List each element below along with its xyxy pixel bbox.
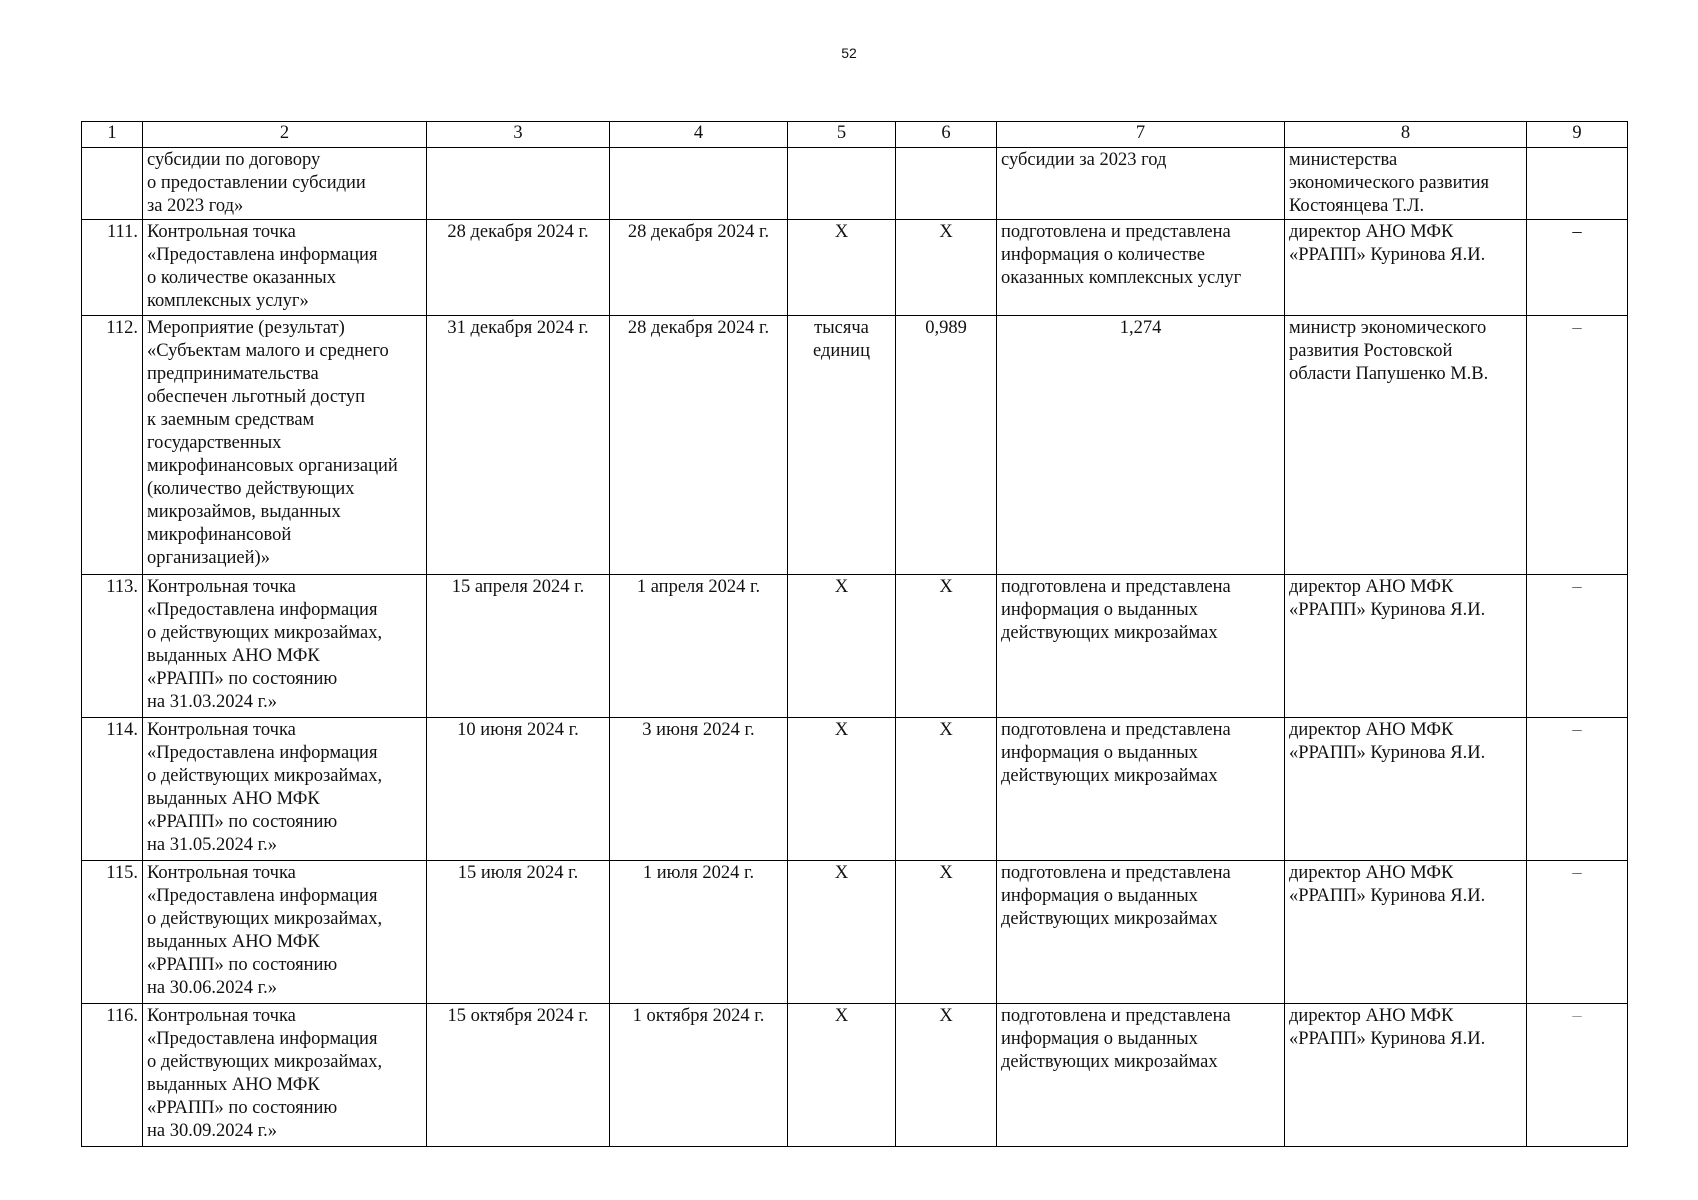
row-value-plan: Х <box>896 220 997 316</box>
row-number: 115. <box>82 861 143 1004</box>
table-row <box>82 1004 1628 1147</box>
row-note: – <box>1527 718 1628 861</box>
row-name: Контрольная точка «Предоставлена информация о действующих микрозаймах, выданных АНО МФК «РРАПП» по состоянию на 30.06.2024 г.» <box>143 861 427 1004</box>
table-row <box>82 220 1628 316</box>
row-number: 113. <box>82 575 143 718</box>
row-unit: Х <box>788 861 896 1004</box>
row-number: 111. <box>82 220 143 316</box>
column-header: 6 <box>896 122 997 148</box>
row-value-plan: Х <box>896 861 997 1004</box>
row-name: Мероприятие (результат) «Субъектам малого и среднего предпринимательства обеспечен льготный доступ к заемным средствам государственных микрофинансовых организаций (количество действующих микрозаймов, выданных микрофинансовой организацией)» <box>143 316 427 575</box>
row-unit: Х <box>788 575 896 718</box>
row-result: подготовлена и представлена информация о количестве оказанных комплексных услуг <box>997 220 1285 316</box>
row-responsible: министр экономического развития Ростовской области Папушенко М.В. <box>1285 316 1527 575</box>
column-header: 9 <box>1527 122 1628 148</box>
row-note <box>1527 148 1628 220</box>
row-result: субсидии за 2023 год <box>997 148 1285 220</box>
table-row <box>82 718 1628 861</box>
row-date-plan: 15 апреля 2024 г. <box>427 575 610 718</box>
row-unit: Х <box>788 718 896 861</box>
row-responsible: министерства экономического развития Костоянцева Т.Л. <box>1285 148 1527 220</box>
row-name: Контрольная точка «Предоставлена информация о действующих микрозаймах, выданных АНО МФК «РРАПП» по состоянию на 31.05.2024 г.» <box>143 718 427 861</box>
row-date-plan: 28 декабря 2024 г. <box>427 220 610 316</box>
page-number: 52 <box>841 45 857 61</box>
table-row <box>82 575 1628 718</box>
row-name: Контрольная точка «Предоставлена информация о действующих микрозаймах, выданных АНО МФК «РРАПП» по состоянию на 30.09.2024 г.» <box>143 1004 427 1147</box>
row-unit: тысяча единиц <box>788 316 896 575</box>
row-unit: Х <box>788 1004 896 1147</box>
row-value-plan: 0,989 <box>896 316 997 575</box>
row-date-fact: 1 октября 2024 г. <box>610 1004 788 1147</box>
row-date-fact: 28 декабря 2024 г. <box>610 220 788 316</box>
row-responsible: директор АНО МФК «РРАПП» Куринова Я.И. <box>1285 575 1527 718</box>
row-result: подготовлена и представлена информация о выданных действующих микрозаймах <box>997 1004 1285 1147</box>
row-note: – <box>1527 861 1628 1004</box>
row-value-plan: Х <box>896 1004 997 1147</box>
row-note: – <box>1527 220 1628 316</box>
row-responsible: директор АНО МФК «РРАПП» Куринова Я.И. <box>1285 718 1527 861</box>
column-header: 8 <box>1285 122 1527 148</box>
row-unit: Х <box>788 220 896 316</box>
row-note: – <box>1527 575 1628 718</box>
row-note: – <box>1527 1004 1628 1147</box>
column-header: 3 <box>427 122 610 148</box>
row-responsible: директор АНО МФК «РРАПП» Куринова Я.И. <box>1285 1004 1527 1147</box>
row-result: подготовлена и представлена информация о выданных действующих микрозаймах <box>997 575 1285 718</box>
row-responsible: директор АНО МФК «РРАПП» Куринова Я.И. <box>1285 861 1527 1004</box>
row-result: 1,274 <box>997 316 1285 575</box>
control-points-table <box>81 121 1628 1147</box>
table-row <box>82 148 1628 220</box>
row-number: 112. <box>82 316 143 575</box>
row-number: 114. <box>82 718 143 861</box>
row-value-plan: Х <box>896 575 997 718</box>
column-header: 1 <box>82 122 143 148</box>
row-date-fact <box>610 148 788 220</box>
row-date-plan: 15 октября 2024 г. <box>427 1004 610 1147</box>
row-date-fact: 3 июня 2024 г. <box>610 718 788 861</box>
column-header: 7 <box>997 122 1285 148</box>
row-note: – <box>1527 316 1628 575</box>
row-value-plan <box>896 148 997 220</box>
row-name: субсидии по договору о предоставлении субсидии за 2023 год» <box>143 148 427 220</box>
row-responsible: директор АНО МФК «РРАПП» Куринова Я.И. <box>1285 220 1527 316</box>
row-result: подготовлена и представлена информация о выданных действующих микрозаймах <box>997 861 1285 1004</box>
column-header: 2 <box>143 122 427 148</box>
row-date-plan: 10 июня 2024 г. <box>427 718 610 861</box>
row-number <box>82 148 143 220</box>
row-date-fact: 1 апреля 2024 г. <box>610 575 788 718</box>
row-unit <box>788 148 896 220</box>
row-date-fact: 1 июля 2024 г. <box>610 861 788 1004</box>
table-row <box>82 316 1628 575</box>
row-number: 116. <box>82 1004 143 1147</box>
row-result: подготовлена и представлена информация о выданных действующих микрозаймах <box>997 718 1285 861</box>
row-name: Контрольная точка «Предоставлена информация о количестве оказанных комплексных услуг» <box>143 220 427 316</box>
row-value-plan: Х <box>896 718 997 861</box>
column-header: 5 <box>788 122 896 148</box>
table-row <box>82 861 1628 1004</box>
row-name: Контрольная точка «Предоставлена информация о действующих микрозаймах, выданных АНО МФК «РРАПП» по состоянию на 31.03.2024 г.» <box>143 575 427 718</box>
column-header: 4 <box>610 122 788 148</box>
row-date-fact: 28 декабря 2024 г. <box>610 316 788 575</box>
row-date-plan: 31 декабря 2024 г. <box>427 316 610 575</box>
column-number-row <box>82 122 1628 148</box>
row-date-plan <box>427 148 610 220</box>
row-date-plan: 15 июля 2024 г. <box>427 861 610 1004</box>
